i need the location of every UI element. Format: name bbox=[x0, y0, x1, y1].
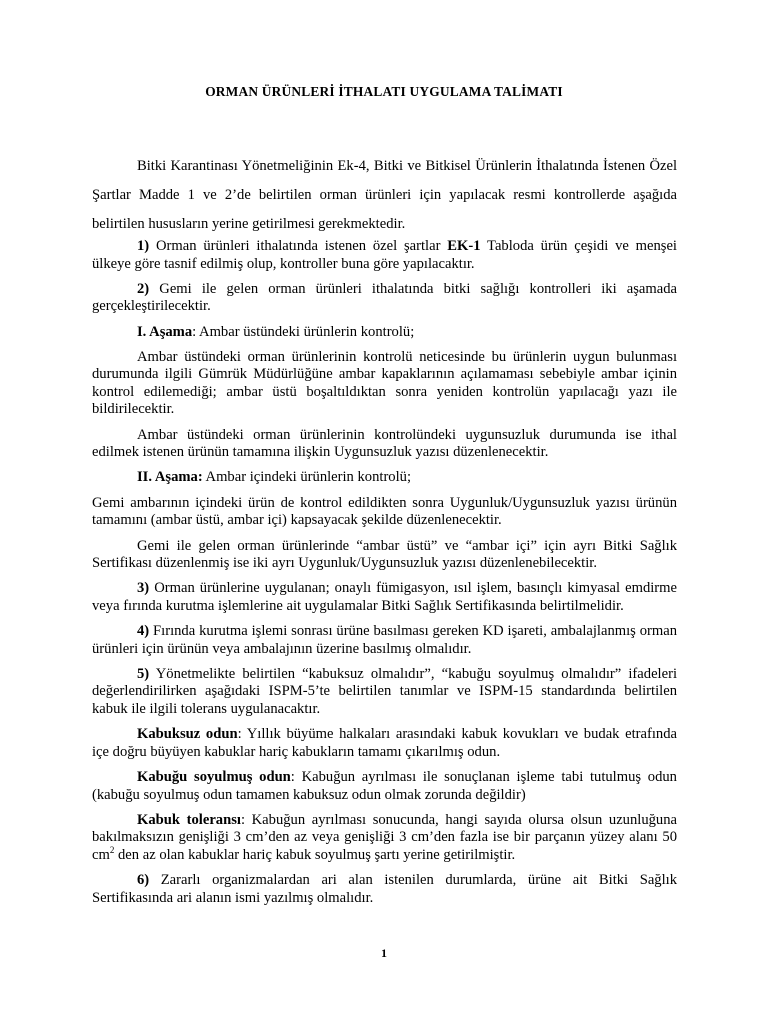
definition-kabugu-soyulmus-odun bbox=[92, 769, 677, 804]
paragraph-1-text-a: Orman ürünleri ithalatında istenen özel şartlar bbox=[149, 238, 448, 254]
stage-2-text: Ambar içindeki ürünlerin kontrolü; bbox=[202, 469, 412, 486]
paragraph-2 bbox=[92, 281, 677, 316]
definition-kabuksuz-odun bbox=[92, 726, 677, 761]
stage-1-label: I. Aşama bbox=[137, 323, 193, 340]
paragraph-6 bbox=[92, 872, 677, 907]
document-title: ORMAN ÜRÜNLERİ İTHALATI UYGULAMA TALİMATI bbox=[205, 84, 563, 99]
paragraph-1-text-b: Tabloda ürün çeşidi ve menşei ülkeye göre tasnif edilmiş olup, kontroller buna göre yapılacaktır. bbox=[92, 238, 677, 272]
paragraph-5-number: 5) bbox=[137, 665, 150, 682]
definition-text-b: den az olan kabuklar hariç kabuk soyulmuş şartı yerine getirilmiştir. bbox=[114, 846, 516, 863]
intro-paragraph bbox=[92, 152, 677, 239]
paragraph-5 bbox=[92, 666, 677, 719]
paragraph-1-number: 1) bbox=[137, 238, 150, 254]
paragraph-6-number: 6) bbox=[137, 872, 150, 889]
stage-1-heading bbox=[92, 324, 677, 342]
paragraph-4-text: Fırında kurutma işlemi sonrası ürüne basılması gereken KD işareti, ambalajlanmış orman ürünleri için ürünün veya ambalajının üzerine basılmış olmalıdır. bbox=[92, 623, 677, 657]
stage-1-text: : Ambar üstündeki ürünlerin kontrolü; bbox=[192, 323, 415, 340]
definition-text-a: : Kabuğun ayrılması sonucunda, hangi sayıda olursa olsun uzunluğuna bakılmaksızın genişliği 3 cm’den az veya genişliği 3 cm’den fazla ise bir parçanın yüzey alanı 50 cm bbox=[92, 811, 677, 863]
paragraph-1 bbox=[92, 238, 677, 273]
stage-1-paragraph-1: Ambar üstündeki orman ürünlerinin kontrolü neticesinde bu ürünlerin uygun bulunması durumunda ilgili Gümrük Müdürlüğüne ambar kapaklarının açılamaması sebebiyle ambar içinin kontrol edilemediği; ambar üstü boşaltıldıktan sonra yeniden kontrolün yapılacağı yazı ile bildirilecektir. bbox=[92, 348, 677, 418]
definition-text: : Yıllık büyüme halkaları arasındaki kabuk kovukları ve budak etrafında içe doğru büyüyen kabuklar hariç kabukların tamamı çıkarılmış odun. bbox=[92, 726, 677, 760]
page-number: 1 bbox=[381, 946, 387, 960]
definition-term: Kabuk toleransı bbox=[137, 811, 241, 828]
paragraph-2-number: 2) bbox=[137, 280, 150, 297]
paragraph-3-number: 3) bbox=[137, 580, 150, 597]
stage-2-heading bbox=[92, 469, 677, 487]
stage-2-paragraph-1: Gemi ambarının içindeki ürün de kontrol edildikten sonra Uygunluk/Uygunsuzluk yazısı ürünün tamamını (ambar üstü, ambar içi) kapsayacak şekilde düzenlenecektir. bbox=[92, 494, 677, 529]
intro-text: Bitki Karantinası Yönetmeliğinin Ek-4, Bitki ve Bitkisel Ürünlerin İthalatında İstenen Özel Şartlar Madde 1 ve 2’de belirtilen orman ürünleri için yapılacak resmi kontrollerde aşağıda belirtilen hususların yerine getirilmesi gerekmektedir. bbox=[92, 158, 677, 232]
paragraph-1-bold: EK-1 bbox=[447, 238, 481, 254]
paragraph-5-text: Yönetmelikte belirtilen “kabuksuz olmalıdır”, “kabuğu soyulmuş olmalıdır” ifadeleri değerlendirilirken aşağıdaki ISPM-5’te belirtilen tanımlar ve ISPM-15 standardında belirtilen kabuk ile ilgili tolerans uygulanacaktır. bbox=[92, 665, 677, 717]
paragraph-2-text: Gemi ile gelen orman ürünleri ithalatında bitki sağlığı kontrolleri iki aşamada gerçekleştirilecektir. bbox=[92, 280, 677, 315]
paragraph-6-text: Zararlı organizmalardan ari alan istenilen durumlarda, ürüne ait Bitki Sağlık Sertifikasında ari alanın ismi yazılmış olmalıdır. bbox=[92, 872, 677, 906]
paragraph-3-text: Orman ürünlerine uygulanan; onaylı fümigasyon, ısıl işlem, basınçlı kimyasal emdirme veya fırında kurutma işlemlerine ait uygulamalar Bitki Sağlık Sertifikasında belirtilmelidir. bbox=[92, 580, 677, 614]
paragraph-3 bbox=[92, 580, 677, 615]
definition-text: : Kabuğun ayrılması ile sonuçlanan işleme tabi tutulmuş odun (kabuğu soyulmuş odun tamamen kabuksuz odun olmak zorunda değildir) bbox=[92, 769, 677, 803]
superscript: 2 bbox=[109, 845, 115, 855]
stage-1-paragraph-2: Ambar üstündeki orman ürünlerinin kontrolündeki uygunsuzluk durumunda ise ithal edilmek istenen ürünün tamamına ilişkin Uygunsuzluk yazısı düzenlenecektir. bbox=[92, 426, 677, 461]
definition-term: Kabuksuz odun bbox=[137, 726, 238, 743]
paragraph-4-number: 4) bbox=[137, 623, 150, 640]
document-body bbox=[92, 238, 677, 915]
definition-term: Kabuğu soyulmuş odun bbox=[137, 769, 291, 786]
stage-2-paragraph-2: Gemi ile gelen orman ürünlerinde “ambar üstü” ve “ambar içi” için ayrı Bitki Sağlık Sertifikası düzenlenmiş ise iki ayrı Uygunluk/Uygunsuzluk yazısı düzenlenebilecektir. bbox=[92, 537, 677, 572]
paragraph-4 bbox=[92, 623, 677, 658]
stage-2-label: II. Aşama: bbox=[137, 469, 203, 486]
definition-kabuk-toleransi bbox=[92, 812, 677, 865]
